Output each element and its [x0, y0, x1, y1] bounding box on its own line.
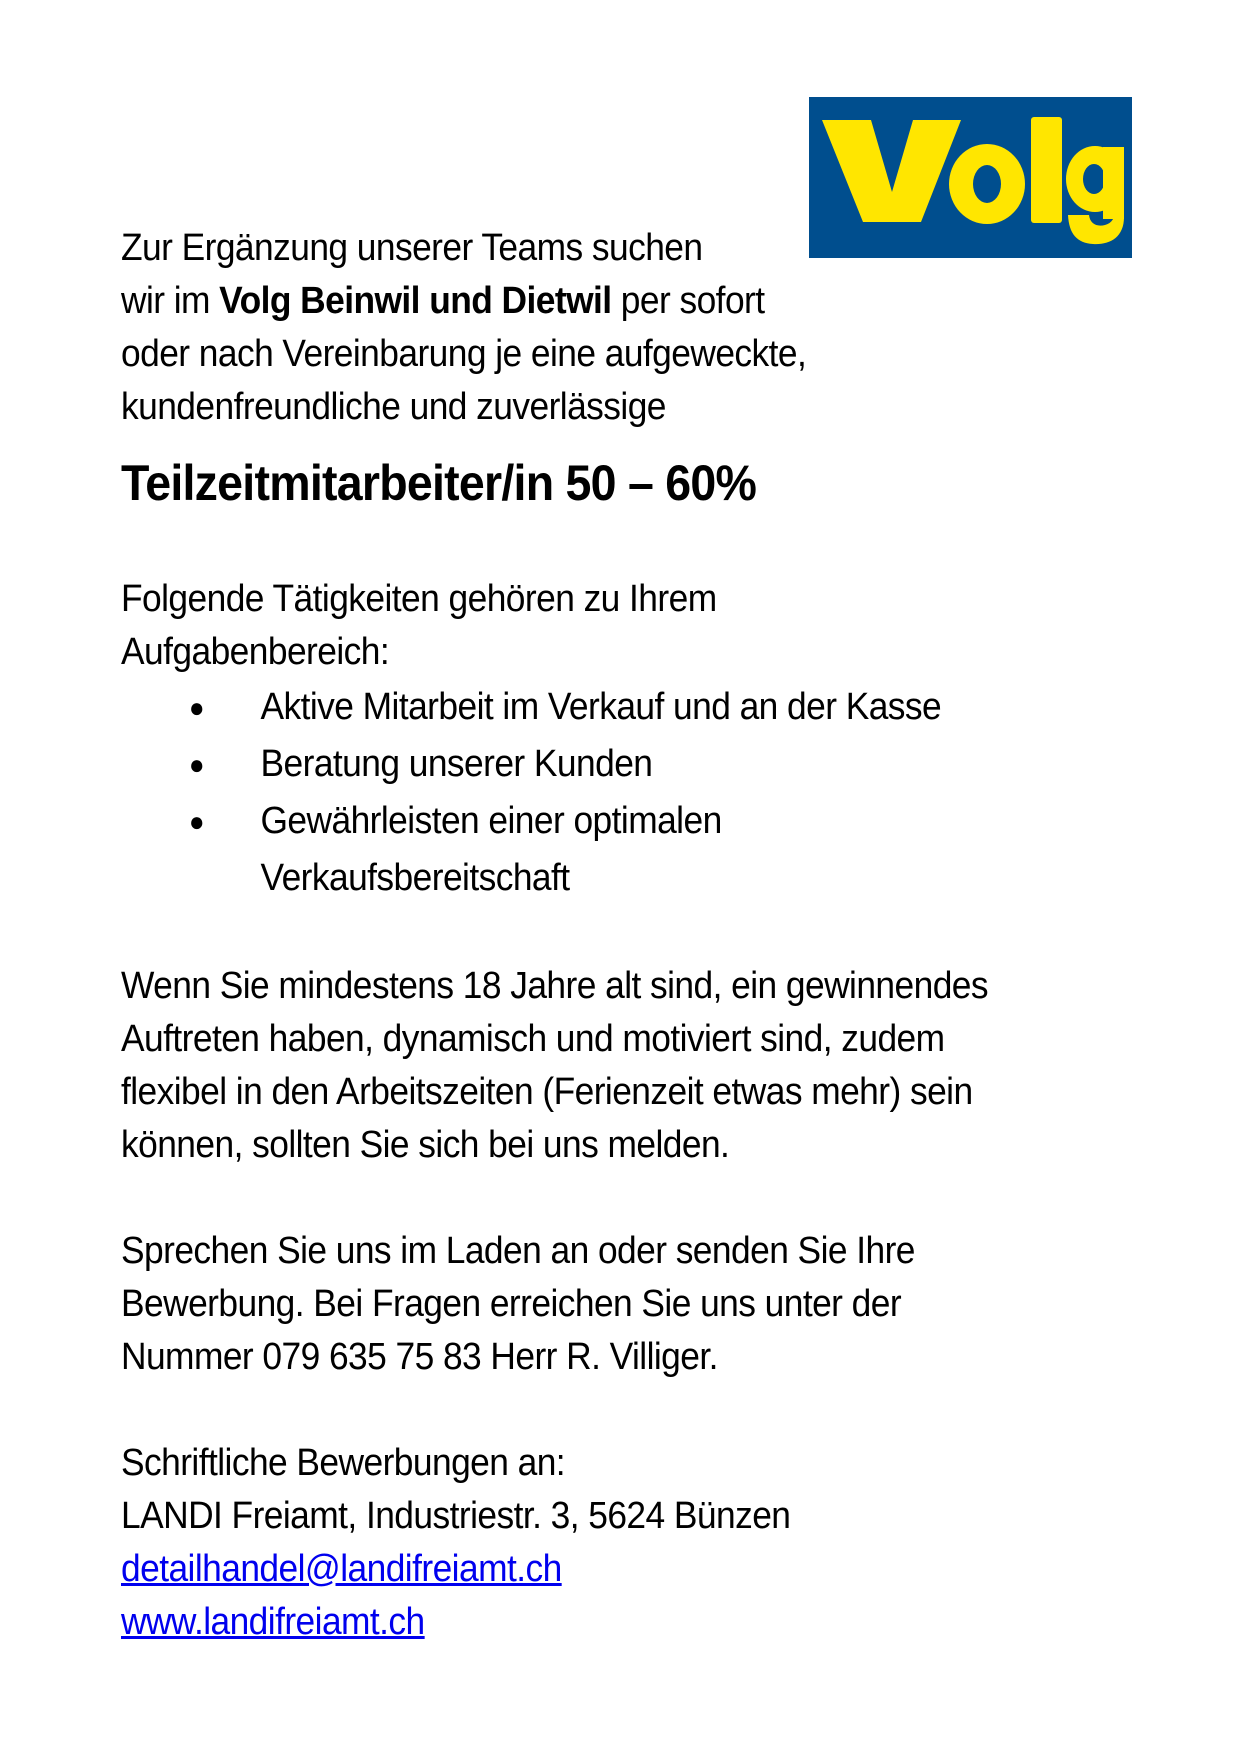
spacer: [121, 907, 1070, 960]
task-item: [121, 679, 1070, 736]
job-title: Teilzeitmitarbeiter/in 50 – 60%: [121, 455, 757, 511]
intro-line-2-pre: wir im: [121, 280, 220, 322]
task-item: [121, 793, 1070, 907]
tasks-intro-line-2: Aufgabenbereich:: [121, 631, 390, 673]
bullet-icon: ●: [188, 806, 205, 837]
task-text: Beratung unserer Kunden: [260, 743, 653, 785]
intro-line-2-post: per sofort: [611, 280, 765, 322]
task-item: [121, 736, 1070, 793]
intro-line-3: oder nach Vereinbarung je eine aufgeweckte,: [121, 333, 807, 375]
store-name: Volg Beinwil und Dietwil: [219, 280, 612, 322]
contact-line-1: Sprechen Sie uns im Laden an oder senden Sie Ihre: [121, 1230, 915, 1272]
requirements-line-3: flexibel in den Arbeitszeiten (Ferienzeit etwas mehr) sein: [121, 1071, 973, 1113]
job-advertisement: [121, 222, 1070, 1649]
bullet-icon: ●: [188, 692, 205, 723]
intro-line-1: Zur Ergänzung unserer Teams suchen: [121, 227, 703, 269]
application-address: LANDI Freiamt, Industriestr. 3, 5624 Bünzen: [121, 1495, 791, 1537]
task-text-continued: Verkaufsbereitschaft: [260, 857, 570, 899]
requirements-line-2: Auftreten haben, dynamisch und motiviert sind, zudem: [121, 1018, 945, 1060]
email-link[interactable]: detailhandel@landifreiamt.ch: [121, 1548, 562, 1590]
intro-line-2: [121, 275, 1070, 328]
requirements-line-1: Wenn Sie mindestens 18 Jahre alt sind, ein gewinnendes: [121, 965, 989, 1007]
website-link[interactable]: www.landifreiamt.ch: [121, 1601, 425, 1643]
tasks-intro-line-1: Folgende Tätigkeiten gehören zu Ihrem: [121, 578, 717, 620]
bullet-icon: ●: [188, 749, 205, 780]
contact-line-3: Nummer 079 635 75 83 Herr R. Villiger.: [121, 1336, 718, 1378]
task-text: Gewährleisten einer optimalen: [260, 800, 722, 842]
task-text: Aktive Mitarbeit im Verkauf und an der Kasse: [260, 686, 942, 728]
application-label: Schriftliche Bewerbungen an:: [121, 1442, 566, 1484]
requirements-line-4: können, sollten Sie sich bei uns melden.: [121, 1124, 730, 1166]
contact-line-2: Bewerbung. Bei Fragen erreichen Sie uns unter der: [121, 1283, 902, 1325]
spacer: [121, 1384, 1070, 1437]
intro-line-4: kundenfreundliche und zuverlässige: [121, 386, 666, 428]
spacer: [121, 1172, 1070, 1225]
task-list: [121, 679, 1070, 907]
